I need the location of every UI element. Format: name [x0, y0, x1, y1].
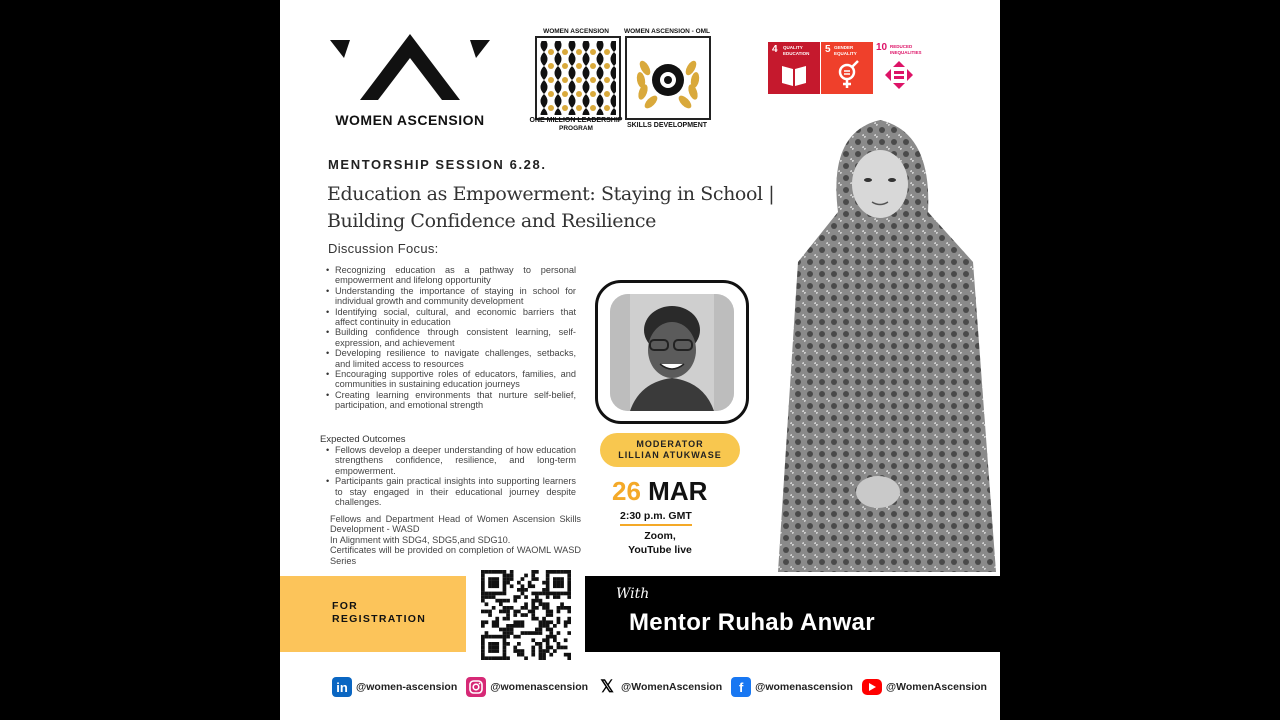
- registration-qr-code[interactable]: [481, 570, 571, 660]
- list-item: • Fellows develop a deeper understanding of how education strengthens confidence, resilience, and long-term empowerment.: [326, 445, 576, 476]
- x-icon: 𝕏: [597, 677, 617, 697]
- footer-notes: Fellows and Department Head of Women Ascension Skills Development - WASD In Alignment with SDG4, SDG5,and SDG10. Certificates will be provided on completion of WAOML WASD Series: [330, 514, 581, 566]
- sdg-10-tile: 10 REDUCED INEQUALITIES: [876, 42, 926, 94]
- social-link-facebook[interactable]: f @womenascension: [731, 677, 853, 697]
- social-link-x[interactable]: 𝕏 @WomenAscension: [597, 677, 722, 697]
- event-day: 26: [612, 476, 641, 506]
- list-item: • Understanding the importance of staying in school for individual growth and community development: [326, 286, 576, 307]
- badge-1-caption-1: ONE MILLION LEADERSHIP: [529, 117, 623, 124]
- moderator-badge: MODERATOR LILLIAN ATUKWASE: [600, 433, 740, 467]
- sdg-4-tile: 4 QUALITY EDUCATION: [768, 42, 820, 94]
- registration-label: FOR REGISTRATION: [332, 600, 427, 625]
- badge-1-title: WOMEN ASCENSION: [543, 28, 609, 35]
- social-link-youtube[interactable]: @WomenAscension: [862, 679, 987, 695]
- list-item: • Identifying social, cultural, and economic barriers that affect continuity in education: [326, 307, 576, 328]
- badge-1-caption-2: PROGRAM: [559, 125, 593, 132]
- social-link-linkedin[interactable]: in @women-ascension: [332, 677, 457, 697]
- event-venue: Zoom, YouTube live: [628, 530, 692, 556]
- list-item: • Recognizing education as a pathway to personal empowerment and lifelong opportunity: [326, 265, 576, 286]
- list-item: • Developing resilience to navigate challenges, setbacks, and limited access to resources: [326, 348, 576, 369]
- facebook-icon: f: [731, 677, 751, 697]
- list-item: • Building confidence through consistent learning, self-expression, and achievement: [326, 327, 576, 348]
- sdg-5-tile: 5 GENDER EQUALITY: [821, 42, 873, 94]
- poster: [280, 0, 1000, 720]
- social-links: [332, 677, 987, 697]
- badge-2-caption: SKILLS DEVELOPMENT: [626, 122, 708, 129]
- logo-wordmark: WOMEN ASCENSION: [335, 112, 485, 128]
- book-icon: [780, 62, 808, 88]
- list-item: • Encouraging supportive roles of educators, families, and communities in sustaining education journeys: [326, 369, 576, 390]
- expected-outcomes-list: [326, 445, 576, 507]
- youtube-icon: [862, 679, 882, 695]
- session-label: MENTORSHIP SESSION 6.28.: [328, 157, 547, 172]
- leadership-program-badge: [535, 36, 621, 120]
- list-item: • Creating learning environments that nurture self-belief, participation, and emotional strength: [326, 390, 576, 411]
- discussion-focus-heading: Discussion Focus:: [328, 241, 439, 256]
- badge-2-title: WOMEN ASCENSION - OML: [623, 28, 711, 35]
- gender-equality-icon: [835, 60, 861, 90]
- session-title: Education as Empowerment: Staying in School | Building Confidence and Resilience: [327, 183, 775, 232]
- mentor-photo: [768, 112, 1000, 575]
- with-label: With: [616, 586, 650, 602]
- discussion-focus-list: [326, 265, 576, 411]
- linkedin-icon: in: [332, 677, 352, 697]
- moderator-photo: [610, 294, 734, 411]
- event-time: 2:30 p.m. GMT: [620, 510, 692, 526]
- reduced-inequalities-icon: [884, 60, 914, 90]
- event-month: MAR: [648, 476, 708, 506]
- instagram-icon: [466, 677, 486, 697]
- expected-outcomes-heading: Expected Outcomes: [320, 434, 406, 445]
- mentor-name: Mentor Ruhab Anwar: [629, 609, 875, 636]
- moderator-photo-frame: [595, 280, 749, 424]
- social-link-instagram[interactable]: @womenascension: [466, 677, 588, 697]
- list-item: • Participants gain practical insights into supporting learners to stay engaged in their educational journey despite challenges.: [326, 476, 576, 507]
- event-date: [612, 476, 707, 507]
- skills-development-badge: [625, 36, 711, 120]
